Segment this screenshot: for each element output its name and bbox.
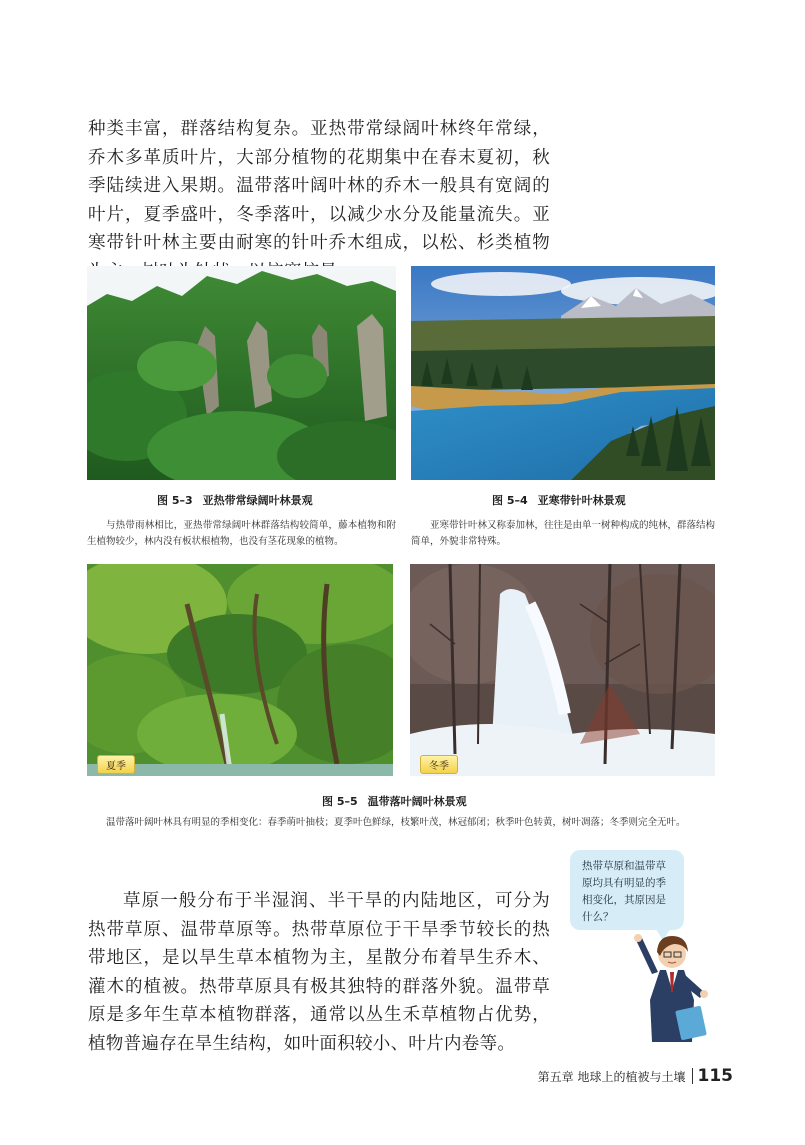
question-text: 热带草原和温带草原均具有明显的季相变化，其原因是什么？ — [582, 860, 666, 923]
figure-5-4-description: 亚寒带针叶林又称泰加林，往往是由单一树种构成的纯林，群落结构简单，外貌非常特殊。 — [411, 520, 716, 547]
figure-5-3-description: 与热带雨林相比，亚热带常绿阔叶林群落结构较简单，藤本植物和附生植物较少，林内没有板状根植物，也没有茎花现象的植物。 — [87, 520, 396, 547]
body-paragraph-2: 草原一般分布于半湿润、半干旱的内陆地区，可分为热带草原、温带草原等。热带草原位于干旱季节较长的热带地区，是以旱生草本植物为主，星散分布着旱生乔木、灌木的植被。热带草原具有极其独特的群落外貌。温带草原是多年生草本植物群落，通常以丛生禾草植物占优势，植物普遍存在旱生结构，如叶面积较小、叶片内卷等。 — [88, 891, 550, 1054]
figure-5-3-title: 亚热带常绿阔叶林景观 — [202, 494, 313, 507]
figure-5-4-title: 亚寒带针叶林景观 — [537, 494, 626, 507]
photo-subtropical-forest — [87, 266, 396, 480]
footer-separator — [692, 1068, 693, 1084]
figure-5-4-number: 图 5–4 — [492, 494, 528, 507]
photo-deciduous-forest-winter — [410, 564, 715, 776]
photo-coniferous-forest — [411, 266, 715, 480]
figure-5-3-caption — [157, 492, 313, 508]
body-paragraph-1: 种类丰富，群落结构复杂。亚热带常绿阔叶林终年常绿，乔木多革质叶片，大部分植物的花期集中在春末夏初，秋季陆续进入果期。温带落叶阔叶林的乔木一般具有宽阔的叶片，夏季盛叶，冬季落叶，以减少水分及能量流失。亚寒带针叶林主要由耐寒的针叶乔木组成，以松、杉类植物 — [88, 119, 550, 253]
chapter-title: 第五章 地球上的植被与土壤 — [537, 1069, 686, 1084]
question-bubble — [570, 850, 684, 930]
figure-5-4-caption — [492, 492, 626, 508]
photo-deciduous-forest-summer — [87, 564, 393, 776]
figure-5-3-number: 图 5–3 — [157, 494, 193, 507]
page-footer — [538, 1066, 733, 1086]
figure-5-5-title: 温带落叶阔叶林景观 — [367, 795, 467, 808]
figure-5-5-caption — [322, 793, 467, 809]
winter-label: 冬季 — [420, 755, 458, 774]
page-number: 115 — [697, 1066, 733, 1086]
summer-label: 夏季 — [97, 755, 135, 774]
figure-5-5-number: 图 5–5 — [322, 795, 358, 808]
student-character-illustration — [622, 930, 722, 1042]
figure-5-5-description: 温带落叶阔叶林具有明显的季相变化：春季萌叶抽枝；夏季叶色鲜绿，枝繁叶茂，林冠郁闭；秋季叶色转黄，树叶凋落；冬季则完全无叶。 — [106, 817, 686, 828]
